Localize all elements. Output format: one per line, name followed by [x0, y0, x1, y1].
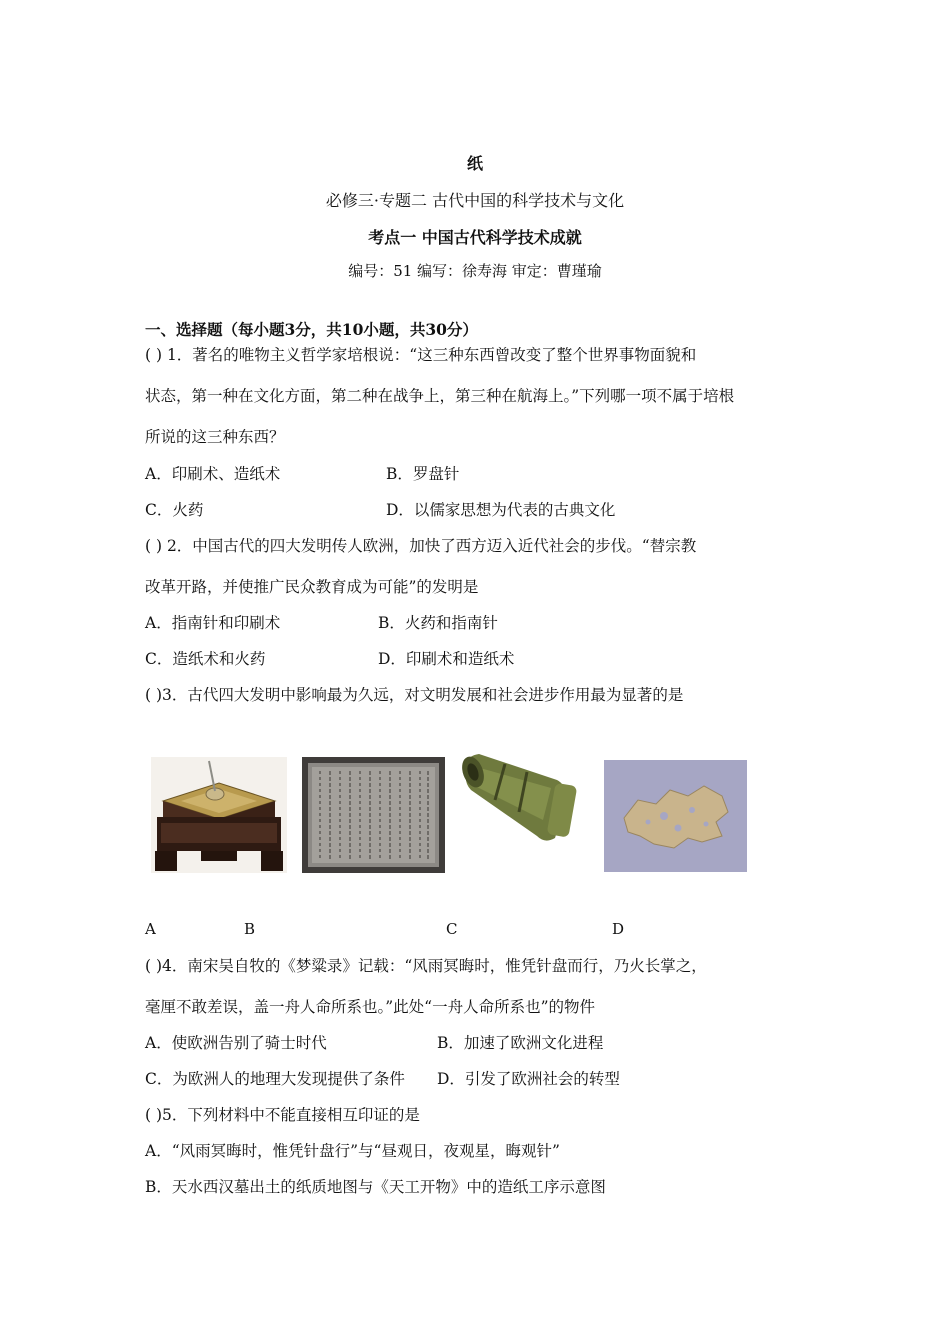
q3-label-d: D	[612, 920, 625, 938]
q3-label-b: B	[244, 920, 256, 938]
doc-meta: 编号：51 编写：徐寿海 审定：曹瑾瑜	[348, 262, 602, 280]
q1-line2: 状态，第一种在文化方面，第二种在战争上，第三种在航海上。”下列哪一项不属于培根	[145, 387, 735, 405]
q5-line1: ( )5．下列材料中不能直接相互印证的是	[145, 1106, 420, 1124]
q2-option-b: B．火药和指南针	[378, 614, 498, 632]
q4-option-c: C．为欧洲人的地理大发现提供了条件	[145, 1070, 405, 1088]
q4-option-a: A．使欧洲告别了骑士时代	[145, 1034, 327, 1052]
q4-option-d: D．引发了欧洲社会的转型	[437, 1070, 620, 1088]
q4-option-b: B．加速了欧洲文化进程	[437, 1034, 604, 1052]
q5-option-b: B．天水西汉墓出土的纸质地图与《天工开物》中的造纸工序示意图	[145, 1178, 606, 1196]
q1-line1: ( ) 1．著名的唯物主义哲学家培根说：“这三种东西曾改变了整个世界事物面貌和	[145, 346, 697, 364]
q5-option-a: A．“风雨冥晦时，惟凭针盘行”与“昼观日，夜观星，晦观针”	[145, 1142, 560, 1160]
section-heading: 一、选择题（每小题3分，共10小题，共30分）	[145, 320, 478, 339]
q3-line1: ( )3．古代四大发明中影响最为久远，对文明发展和社会进步作用最为显著的是	[145, 686, 684, 704]
doc-subtitle: 必修三·专题二 古代中国的科学技术与文化	[325, 191, 625, 210]
q3-label-a: A	[145, 920, 156, 938]
q4-line1: ( )4．南宋吴自牧的《梦粱录》记载：“风雨冥晦时，惟凭针盘而行，乃火长掌之，	[145, 957, 707, 975]
q3-label-c: C	[446, 920, 458, 938]
q1-line3: 所说的这三种东西？	[145, 428, 285, 446]
q2-option-a: A．指南针和印刷术	[145, 614, 281, 632]
printing-block-image	[302, 757, 445, 873]
q1-option-c: C．火药	[145, 501, 204, 519]
q1-option-a: A．印刷术、造纸术	[145, 465, 281, 483]
compass-image	[151, 757, 287, 873]
doc-kaodian: 考点一 中国古代科学技术成就	[368, 228, 582, 247]
paper-fragment-image	[604, 760, 747, 872]
cannon-image	[461, 750, 588, 846]
q2-line2: 改革开路，并使推广民众教育成为可能”的发明是	[145, 578, 479, 596]
q1-option-d: D．以儒家思想为代表的古典文化	[386, 501, 616, 519]
doc-title: 纸	[466, 154, 483, 173]
q2-line1: ( ) 2．中国古代的四大发明传人欧洲，加快了西方迈入近代社会的步伐。“替宗教	[145, 537, 697, 555]
q4-line2: 毫厘不敢差误，盖一舟人命所系也。”此处“一舟人命所系也”的物件	[145, 998, 596, 1016]
q2-option-c: C．造纸术和火药	[145, 650, 266, 668]
q2-option-d: D．印刷术和造纸术	[378, 650, 515, 668]
q1-option-b: B．罗盘针	[386, 465, 460, 483]
